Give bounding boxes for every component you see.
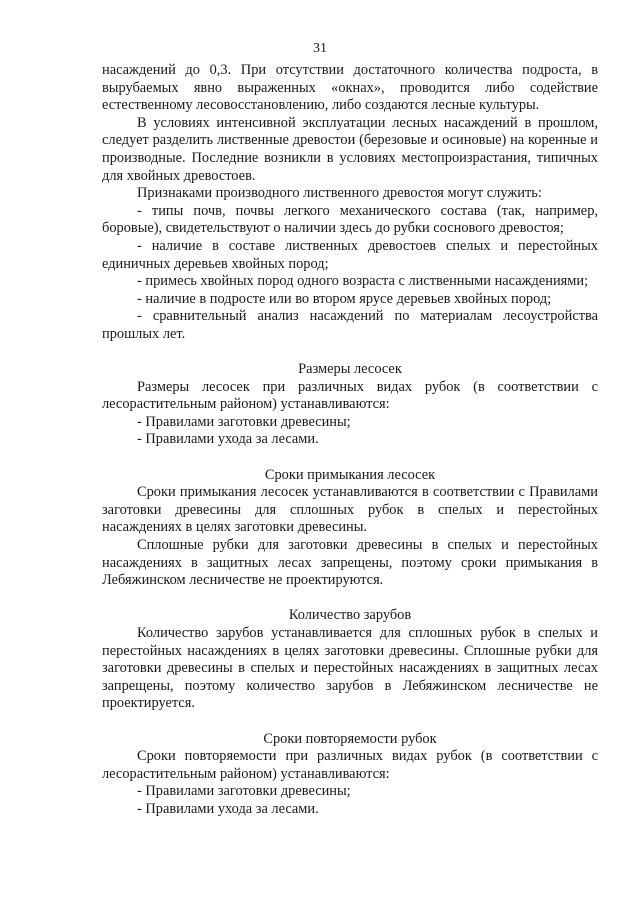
list-item: - Правилами заготовки древесины; <box>137 413 351 430</box>
paragraph-intensive-exploitation: В условиях интенсивной эксплуатации лесных насаждений в прошлом, следует разделить лиственные древостои (березовые и осиновые) на коренные и производные. Последние возникли в условиях местопроизрастания, типичных для хвойных древостоев. <box>102 114 598 184</box>
paragraph-signs-intro: Признаками производного лиственного древостоя могут служить: <box>137 185 542 202</box>
paragraph-adjacency-2: Сплошные рубки для заготовки древесины в спелых и перестойных насаждениях в защитных лесах запрещены, поэтому сроки примыкания в Лебяжинском лесничестве не проектируются. <box>102 537 598 589</box>
section-heading-adjacency: Сроки примыкания лесосек <box>264 466 436 483</box>
list-item: - сравнительный анализ насаждений по материалам лесоустройства прошлых лет. <box>102 308 598 342</box>
list-item: - примесь хвойных пород одного возраста с лиственными насаждениями; <box>137 273 589 290</box>
section-heading-repeat: Сроки повторяемости рубок <box>263 730 437 747</box>
paragraph-sizes: Размеры лесосек при различных видах рубок (в соответствии с лесорастительным районом) устанавливаются: <box>102 378 598 413</box>
paragraph-adjacency-1: Сроки примыкания лесосек устанавливаются в соответствии с Правилами заготовки древесины для сплошных рубок в спелых и перестойных насаждениях в целях заготовки древесины. <box>102 484 598 536</box>
list-item: - наличие в подросте или во втором ярусе деревьев хвойных пород; <box>137 290 552 307</box>
paragraph-repeat: Сроки повторяемости при различных видах рубок (в соответствии с лесорастительным районом) устанавливаются: <box>102 748 598 782</box>
list-item: - Правилами ухода за лесами. <box>137 800 319 817</box>
section-heading-count: Количество зарубов <box>288 607 412 624</box>
list-item: - Правилами ухода за лесами. <box>137 431 319 448</box>
list-item: - Правилами заготовки древесины; <box>137 783 351 800</box>
list-item: - наличие в составе лиственных древостоев спелых и перестойных единичных деревьев хвойных пород; <box>102 237 598 272</box>
page-content <box>102 62 598 819</box>
signs-list <box>102 203 598 344</box>
paragraph-continuation: насаждений до 0,3. При отсутствии достаточного количества подроста, в вырубаемых явно выраженных «окнах», проводится либо содействие естественному лесовосстановлению, либо создаются лесные культуры. <box>102 62 598 114</box>
page-number: 31 <box>313 41 327 56</box>
list-item: - типы почв, почвы легкого механического состава (так, например, боровые), свидетельствуют о наличии здесь до рубки соснового древостоя; <box>102 202 598 237</box>
section-heading-sizes: Размеры лесосек <box>298 361 402 378</box>
paragraph-count: Количество зарубов устанавливается для сплошных рубок в спелых и перестойных насаждениях в целях заготовки древесины. Сплошные рубки для заготовки древесины в спелых и перестойных насаждениях в защитных лесах запрещены, поэтому количество зарубов в Лебяжинском лесничестве не проектируется. <box>102 625 598 712</box>
